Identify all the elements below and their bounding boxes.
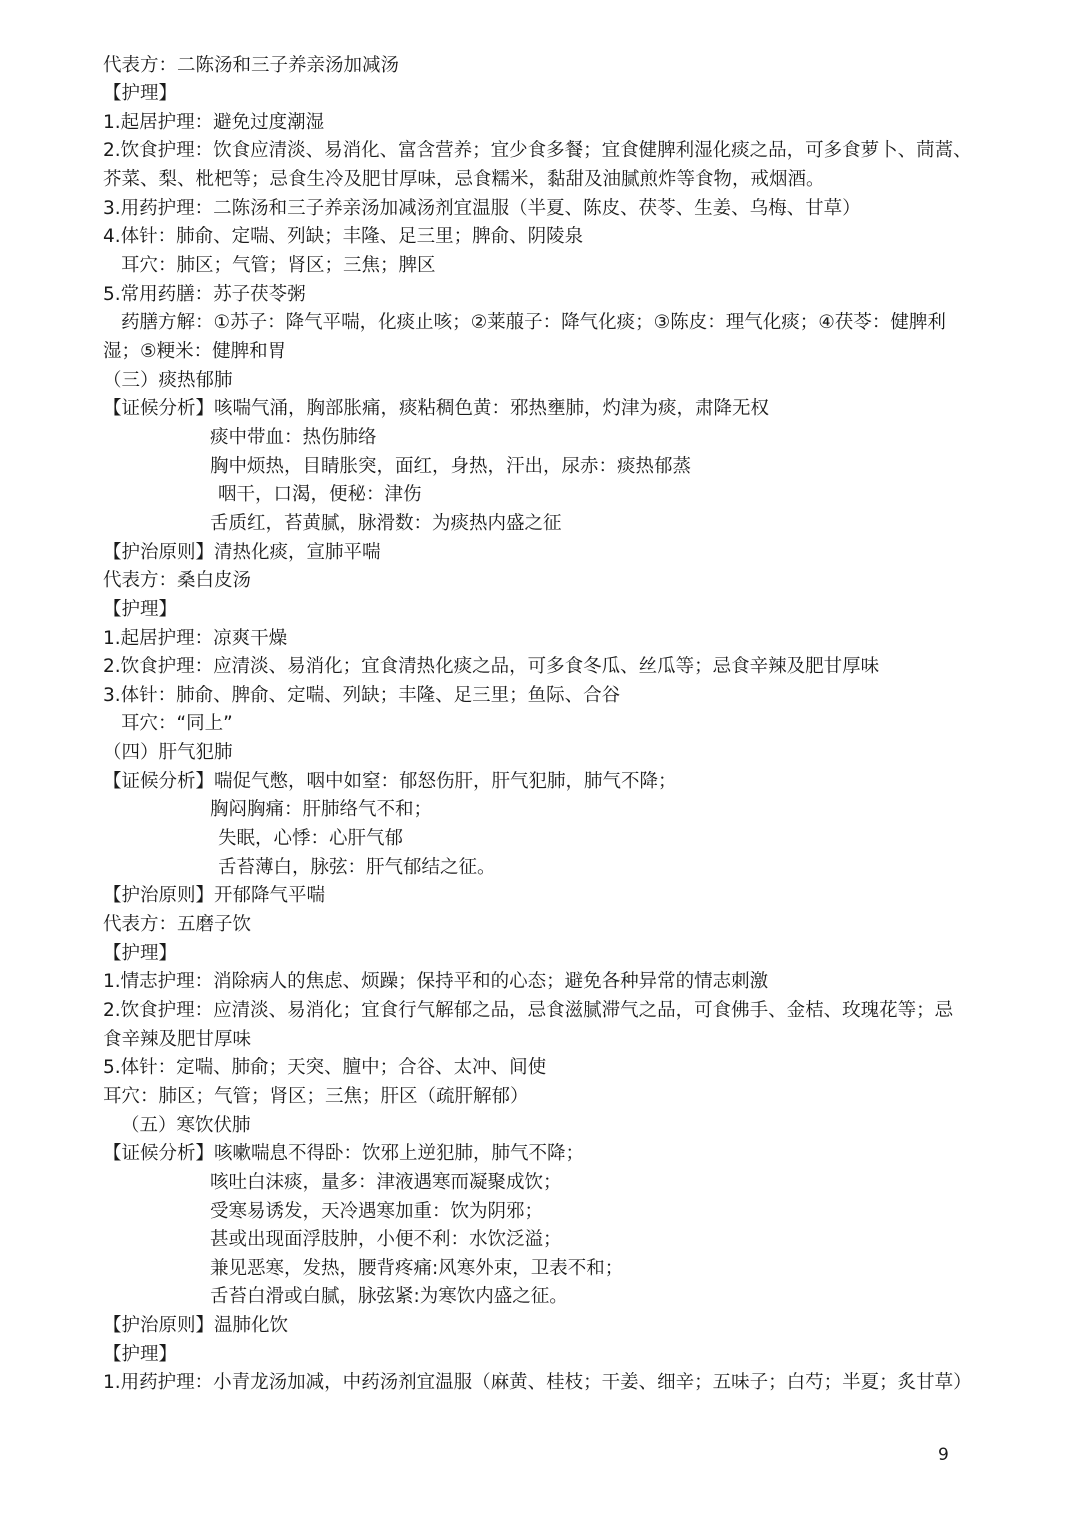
text-line: 1.情志护理：消除病人的焦虑、烦躁；保持平和的心态；避免各种异常的情志刺激 [103, 971, 769, 993]
text-line: 代表方：二陈汤和三子养亲汤加减汤 [103, 54, 400, 76]
text-line: 咽干，口渴，便秘：津伤 [218, 484, 422, 506]
text-line: 1.用药护理：小青龙汤加减，中药汤剂宜温服（麻黄、桂枝；干姜、细辛；五味子；白芍；半夏；炙甘草） [103, 1372, 972, 1394]
text-line: 耳穴：肺区；气管；肾区；三焦；脾区 [121, 255, 436, 277]
text-line: 【证候分析】咳喘气涌，胸部胀痛，痰粘稠色黄：邪热壅肺，灼津为痰，肃降无权 [103, 398, 770, 420]
text-line: 3.体针：肺俞、脾俞、定喘、列缺；丰隆、足三里；鱼际、合谷 [103, 684, 621, 706]
page-number: 9 [938, 1445, 949, 1465]
text-line: 舌苔白滑或白腻，脉弦紧:为寒饮内盛之征。 [210, 1286, 568, 1308]
text-line: 食辛辣及肥甘厚味 [103, 1028, 252, 1050]
text-line: 痰中带血：热伤肺络 [210, 426, 377, 448]
text-line: 代表方：桑白皮汤 [103, 570, 252, 592]
text-line: 1.起居护理：凉爽干燥 [103, 627, 288, 649]
text-line: 湿；⑤粳米：健脾和胃 [103, 341, 287, 362]
text-line: 代表方：五磨子饮 [103, 914, 252, 935]
text-line: 【证候分析】咳嗽喘息不得卧：饮邪上逆犯肺，肺气不降； [103, 1143, 585, 1165]
text-line: 【护理】 [103, 598, 178, 620]
text-line: 【护理】 [103, 1343, 178, 1365]
text-line: 【护治原则】开郁降气平喘 [103, 885, 326, 907]
text-line: 1.起居护理：避免过度潮湿 [103, 111, 325, 133]
text-line: 【护治原则】清热化痰，宣肺平喘 [103, 541, 381, 563]
text-line: 甚或出现面浮肢肿，小便不利：水饮泛溢； [210, 1229, 562, 1251]
text-line: 5.体针：定喘、肺俞；天突、膻中；合谷、太冲、间使 [103, 1057, 547, 1079]
text-line: （五）寒饮伏肺 [121, 1114, 251, 1136]
text-line: 【护治原则】温肺化饮 [103, 1315, 289, 1337]
text-line: 失眠，心悸：心肝气郁 [218, 828, 404, 850]
text-line: 2.饮食护理：饮食应清淡、易消化、富含营养；宜少食多餐；宜食健脾利湿化痰之品，可多食萝卜、茼蒿、 [103, 140, 972, 162]
text-line: 耳穴：“同上” [121, 713, 233, 735]
text-line: 胸闷胸痛：肝肺络气不和； [210, 799, 433, 821]
text-line: 【护理】 [103, 83, 178, 105]
text-line: （四）肝气犯肺 [103, 742, 233, 764]
text-line: 3.用药护理：二陈汤和三子养亲汤加减汤剂宜温服（半夏、陈皮、茯苓、生姜、乌梅、甘草） [103, 197, 861, 219]
text-line: 【证候分析】喘促气憋，咽中如窒：郁怒伤肝，肝气犯肺，肺气不降； [103, 770, 677, 792]
text-line: 舌质红，苔黄腻，脉滑数：为痰热内盛之征 [210, 512, 562, 534]
text-line: 受寒易诱发，天冷遇寒加重：饮为阴邪； [210, 1200, 544, 1222]
text-line: 【护理】 [103, 942, 178, 964]
text-line: 2.饮食护理：应清淡、易消化；宜食清热化痰之品，可多食冬瓜、丝瓜等；忌食辛辣及肥甘厚味 [103, 656, 880, 678]
text-line: 芥菜、梨、枇杷等；忌食生冷及肥甘厚味，忌食糯米，黏甜及油腻煎炸等食物，戒烟酒。 [103, 169, 825, 191]
text-line: 药膳方解：①苏子：降气平喘，化痰止咳；②莱菔子：降气化痰；③陈皮：理气化痰；④茯苓：健脾利 [121, 312, 946, 334]
text-line: 兼见恶寒，发热，腰背疼痛:风寒外束，卫表不和； [210, 1257, 624, 1279]
text-line: 4.体针：肺俞、定喘、列缺；丰隆、足三里；脾俞、阴陵泉 [103, 226, 584, 248]
text-line: 胸中烦热，目睛胀突，面红，身热，汗出，尿赤：痰热郁蒸 [210, 455, 692, 477]
text-line: 耳穴：肺区；气管；肾区；三焦；肝区（疏肝解郁） [103, 1085, 529, 1107]
text-line: （三）痰热郁肺 [103, 369, 233, 391]
text-line: 舌苔薄白，脉弦：肝气郁结之征。 [218, 856, 496, 878]
text-line: 2.饮食护理：应清淡、易消化；宜食行气解郁之品，忌食滋腻滞气之品，可食佛手、金桔、玫瑰花等；忌 [103, 999, 954, 1021]
text-line: 咳吐白沫痰，量多：津液遇寒而凝聚成饮； [210, 1171, 562, 1193]
text-line: 5.常用药膳：苏子茯苓粥 [103, 283, 306, 305]
